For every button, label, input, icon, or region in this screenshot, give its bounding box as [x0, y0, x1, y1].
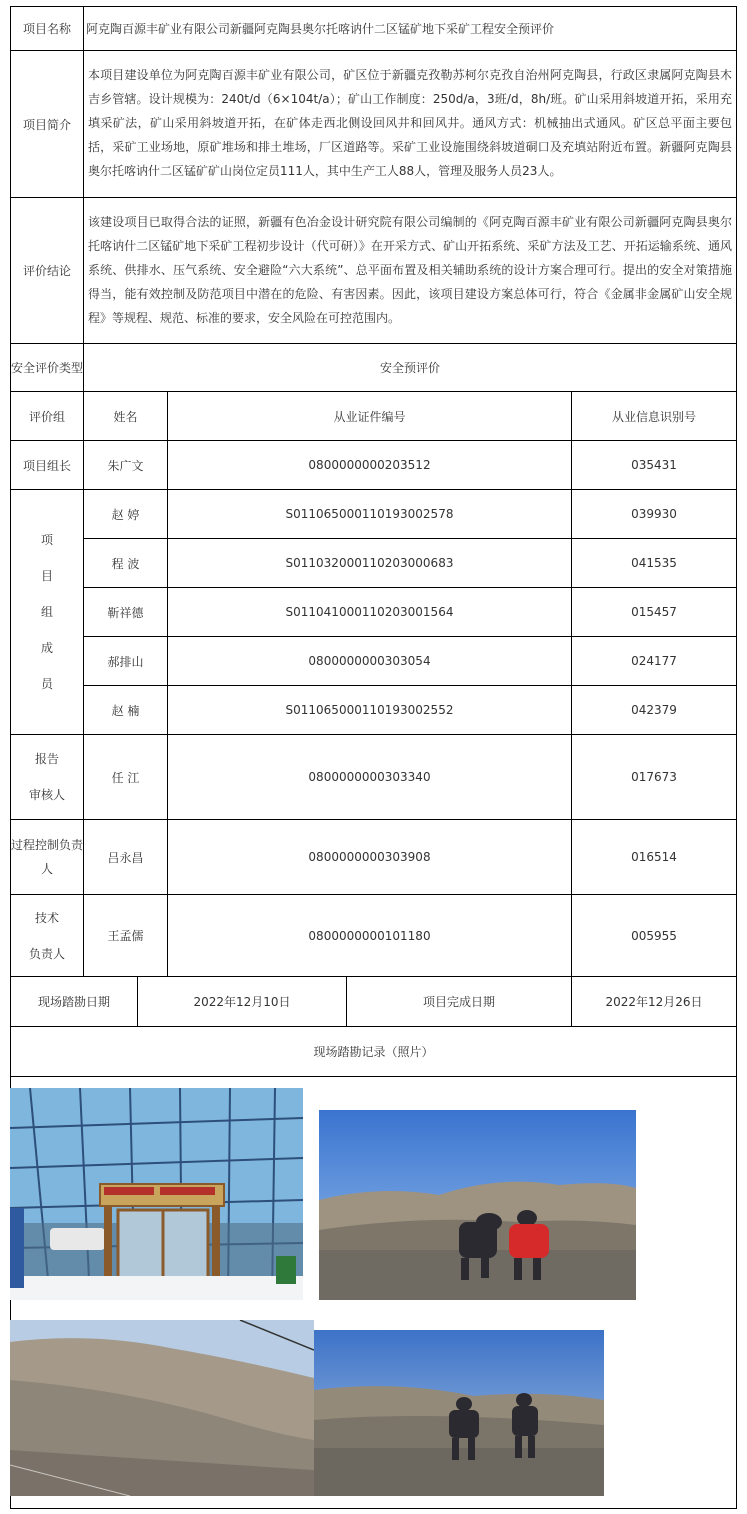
- member-cert: S011065000110193002552: [167, 685, 572, 735]
- member-cert: 0800000000303054: [167, 636, 572, 686]
- leader-name: 朱广文: [83, 440, 168, 490]
- reviewer-role-line1: 报告: [34, 752, 59, 766]
- member-id: 041535: [571, 538, 737, 588]
- team-header-name: 姓名: [83, 391, 168, 441]
- site-photos-label: 现场踏勘记录（照片）: [10, 1026, 737, 1077]
- evaluation-conclusion-label: 评价结论: [10, 197, 84, 344]
- member-cert: S011065000110193002578: [167, 489, 572, 539]
- members-role-char: 成: [40, 641, 53, 655]
- site-photo-hill-people: [314, 1330, 604, 1496]
- team-header-cert: 从业证件编号: [167, 391, 572, 441]
- process-control-role-line2: 人: [40, 862, 53, 876]
- members-role-char: 目: [40, 569, 53, 583]
- reviewer-name: 任 江: [83, 734, 168, 820]
- project-name-value: 阿克陶百源丰矿业有限公司新疆阿克陶县奥尔托喀讷什二区锰矿地下采矿工程安全预评价: [83, 6, 737, 51]
- reviewer-role: [10, 734, 84, 820]
- member-name: 靳祥德: [83, 587, 168, 637]
- members-role: [10, 489, 84, 735]
- members-role-char: 组: [40, 605, 53, 619]
- member-cert: S011041000110203001564: [167, 587, 572, 637]
- technical-lead-cert: 0800000000101180: [167, 894, 572, 977]
- process-control-name: 吕永昌: [83, 819, 168, 895]
- process-control-role-line1: 过程控制负责: [11, 838, 84, 852]
- member-id: 015457: [571, 587, 737, 637]
- member-name: 郝排山: [83, 636, 168, 686]
- reviewer-cert: 0800000000303340: [167, 734, 572, 820]
- process-control-cert: 0800000000303908: [167, 819, 572, 895]
- member-name: 程 波: [83, 538, 168, 588]
- project-intro-value: 本项目建设单位为阿克陶百源丰矿业有限公司，矿区位于新疆克孜勒苏柯尔克孜自治州阿克陶县，行政区隶属阿克陶县木吉乡管辖。设计规模为：240t/d（6×104t/a）；矿山工作制度：250d/a，3班/d，8h/班。矿山采用斜坡道开拓，采用充填采矿法，矿山采用斜坡道开拓，在矿体走西北侧设回风井和回风井。通风方式：机械抽出式通风。矿区总平面主要包括，采矿工业场地，原矿堆场和排土堆场，厂区道路等。采矿工业设施围绕斜坡道硐口及充填站附近布置。新疆阿克陶县奥尔托喀讷什二区锰矿矿山岗位定员111人，其中生产工人88人，管理及服务人员23人。: [83, 50, 737, 198]
- technical-lead-role-line2: 负责人: [28, 946, 65, 961]
- completion-date-value: 2022年12月26日: [571, 976, 737, 1027]
- leader-id: 035431: [571, 440, 737, 490]
- member-name: 赵 婷: [83, 489, 168, 539]
- team-header-group: 评价组: [10, 391, 84, 441]
- completion-date-label: 项目完成日期: [346, 976, 572, 1027]
- site-photo-mountain-people: [319, 1110, 636, 1300]
- site-photo-building: [10, 1088, 303, 1300]
- project-name-label: 项目名称: [10, 6, 84, 51]
- member-id: 024177: [571, 636, 737, 686]
- member-cert: S011032000110203000683: [167, 538, 572, 588]
- reviewer-id: 017673: [571, 734, 737, 820]
- technical-lead-name: 王孟儒: [83, 894, 168, 977]
- process-control-role: [10, 819, 84, 895]
- process-control-id: 016514: [571, 819, 737, 895]
- technical-lead-role-line1: 技术: [34, 910, 59, 925]
- reviewer-role-line2: 审核人: [28, 788, 65, 802]
- survey-date-value: 2022年12月10日: [137, 976, 347, 1027]
- leader-role: 项目组长: [10, 440, 84, 490]
- members-role-char: 项: [40, 533, 53, 547]
- leader-cert: 0800000000203512: [167, 440, 572, 490]
- member-id: 039930: [571, 489, 737, 539]
- evaluation-type-value: 安全预评价: [83, 343, 737, 392]
- technical-lead-role: [10, 894, 84, 977]
- member-id: 042379: [571, 685, 737, 735]
- evaluation-conclusion-value: 该建设项目已取得合法的证照，新疆有色冶金设计研究院有限公司编制的《阿克陶百源丰矿业有限公司新疆阿克陶县奥尔托喀讷什二区锰矿地下采矿工程初步设计（代可研）》在开采方式、矿山开拓系统、采矿方法及工艺、开拓运输系统、通风系统、供排水、压气系统、安全避险“六大系统”、总平面布置及相关辅助系统的设计方案合理可行。提出的安全对策措施得当，能有效控制及防范项目中潜在的危险、有害因素。因此，该项目建设方案总体可行，符合《金属非金属矿山安全规程》等规程、规范、标准的要求，安全风险在可控范围内。: [83, 197, 737, 344]
- team-header-id: 从业信息识别号: [571, 391, 737, 441]
- members-role-char: 员: [40, 677, 53, 691]
- evaluation-type-label: 安全评价类型: [10, 343, 84, 392]
- project-intro-label: 项目简介: [10, 50, 84, 198]
- member-name: 赵 楠: [83, 685, 168, 735]
- survey-date-label: 现场踏勘日期: [10, 976, 138, 1027]
- technical-lead-id: 005955: [571, 894, 737, 977]
- site-photo-hillside: [10, 1320, 314, 1496]
